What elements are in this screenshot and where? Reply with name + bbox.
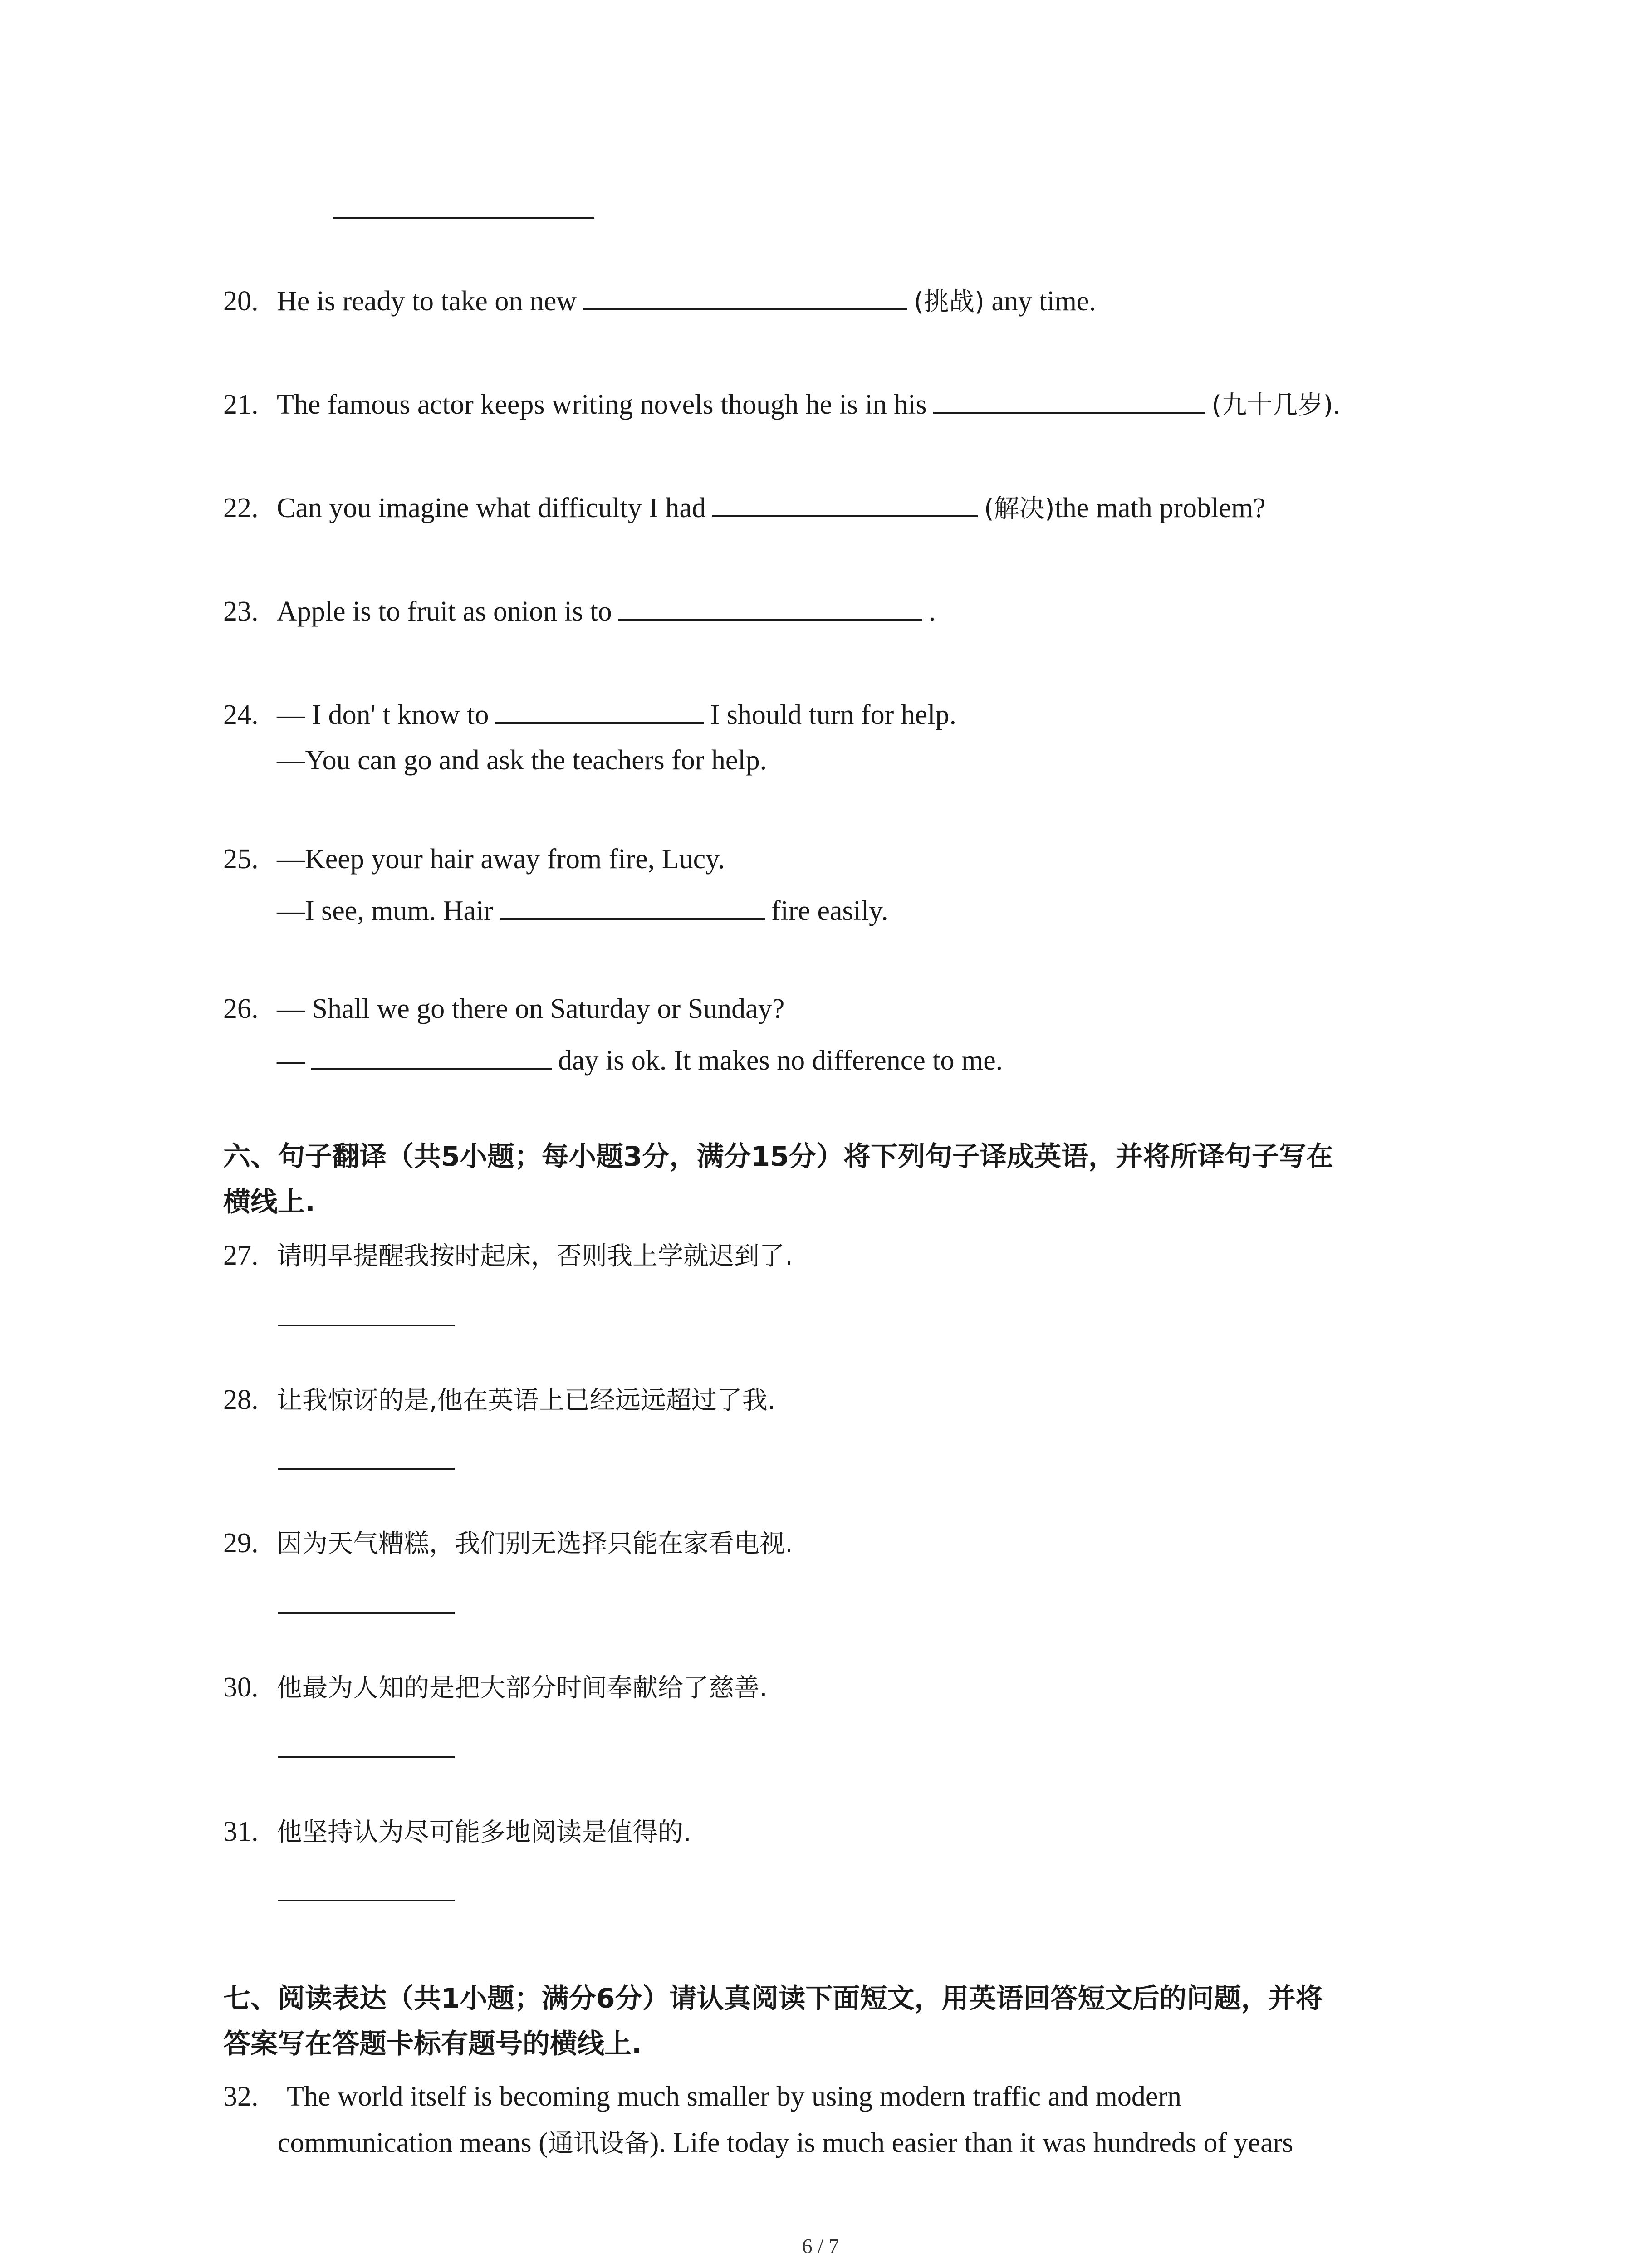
answer-blank[interactable] <box>333 217 594 219</box>
question-text-end: . <box>1333 389 1340 420</box>
answer-blank[interactable] <box>278 1756 455 1758</box>
dialogue-response-end: day is ok. It makes no difference to me. <box>558 1045 1003 1076</box>
question-32-line-2 <box>278 2125 1293 2162</box>
answer-blank[interactable] <box>278 1900 455 1901</box>
question-29 <box>223 1525 793 1562</box>
question-22 <box>223 489 1265 527</box>
hint-text: (九十几岁) <box>1211 391 1333 420</box>
section-heading-7 <box>223 1976 1323 2067</box>
answer-blank[interactable] <box>500 892 765 920</box>
answer-blank[interactable] <box>495 696 704 724</box>
question-26-line-2 <box>277 1041 1003 1079</box>
question-text: 请明早提醒我按时起床，否则我上学就迟到了. <box>277 1242 793 1271</box>
passage-text-end: ). Life today is much easier than it was hundreds of years <box>649 2127 1293 2158</box>
question-20 <box>223 282 1096 320</box>
question-31 <box>223 1813 691 1851</box>
answer-blank[interactable] <box>712 489 978 517</box>
question-number: 23. <box>223 596 259 627</box>
passage-text: communication means ( <box>278 2127 548 2158</box>
question-text-end: the math problem? <box>1054 493 1266 523</box>
question-number: 30. <box>223 1672 259 1703</box>
question-28 <box>223 1382 776 1419</box>
question-text-end: I should turn for help. <box>710 699 956 730</box>
section-heading-line-1: 七、阅读表达（共1小题；满分6分）请认真阅读下面短文，用英语回答短文后的问题，并将 <box>223 1983 1323 2014</box>
question-number: 20. <box>223 286 259 317</box>
answer-blank[interactable] <box>618 592 922 621</box>
question-number: 27. <box>223 1240 259 1271</box>
answer-blank[interactable] <box>278 1468 455 1470</box>
question-number: 28. <box>223 1384 259 1415</box>
section-heading-6 <box>223 1134 1333 1225</box>
question-text: —Keep your hair away from fire, Lucy. <box>277 844 725 875</box>
hint-text: (解决) <box>984 494 1055 523</box>
answer-blank[interactable] <box>278 1612 455 1614</box>
question-number: 32. <box>223 2081 259 2112</box>
page-number: 6 / 7 <box>802 2234 839 2258</box>
question-number: 29. <box>223 1528 259 1559</box>
dialogue-response: —You can go and ask the teachers for help. <box>277 745 767 776</box>
question-text: 他最为人知的是把大部分时间奉献给了慈善. <box>277 1673 768 1703</box>
question-text: 让我惊讶的是,他在英语上已经远远超过了我. <box>277 1386 776 1415</box>
dialogue-response: —I see, mum. Hair <box>277 895 493 926</box>
question-number: 22. <box>223 493 259 523</box>
question-25-line-2 <box>277 892 888 929</box>
question-number: 24. <box>223 699 259 730</box>
question-24-line-2 <box>277 742 767 778</box>
question-text: Can you imagine what difficulty I had <box>277 493 706 523</box>
question-text: — I don' t know to <box>277 699 489 730</box>
answer-blank[interactable] <box>278 1325 455 1326</box>
question-number: 21. <box>223 389 259 420</box>
answer-blank[interactable] <box>933 386 1205 414</box>
passage-gloss: 通讯设备 <box>548 2129 650 2158</box>
question-number: 26. <box>223 993 259 1024</box>
question-24-line-1 <box>223 696 956 733</box>
question-25-line-1 <box>223 841 725 877</box>
section-heading-line-1: 六、句子翻译（共5小题；每小题3分，满分15分）将下列句子译成英语，并将所译句子写在 <box>223 1141 1333 1173</box>
question-27 <box>223 1237 793 1275</box>
question-21 <box>223 386 1340 424</box>
question-23 <box>223 592 936 630</box>
question-text: He is ready to take on new <box>277 286 577 317</box>
section-heading-line-2: 答案写在答题卡标有题号的横线上. <box>223 2028 642 2060</box>
question-text: 他坚持认为尽可能多地阅读是值得的. <box>277 1818 691 1847</box>
question-number: 25. <box>223 844 259 875</box>
question-number: 31. <box>223 1816 259 1847</box>
question-text-end: . <box>928 596 936 627</box>
question-32-line-1 <box>223 2078 1181 2115</box>
dialogue-response: — <box>277 1045 305 1076</box>
question-text: 因为天气糟糕，我们别无选择只能在家看电视. <box>277 1529 793 1559</box>
dialogue-response-end: fire easily. <box>771 895 888 926</box>
answer-blank[interactable] <box>583 282 907 310</box>
question-text-end: any time. <box>984 286 1097 317</box>
question-text: — Shall we go there on Saturday or Sunday? <box>277 993 785 1024</box>
question-30 <box>223 1669 768 1706</box>
question-text: Apple is to fruit as onion is to <box>277 596 612 627</box>
hint-text: (挑战) <box>914 287 985 317</box>
passage-text: The world itself is becoming much smaller by using modern traffic and modern <box>287 2081 1182 2112</box>
answer-blank[interactable] <box>311 1041 552 1070</box>
section-heading-line-2: 横线上. <box>223 1186 315 1218</box>
question-text: The famous actor keeps writing novels though he is in his <box>277 389 927 420</box>
question-26-line-1 <box>223 991 784 1027</box>
